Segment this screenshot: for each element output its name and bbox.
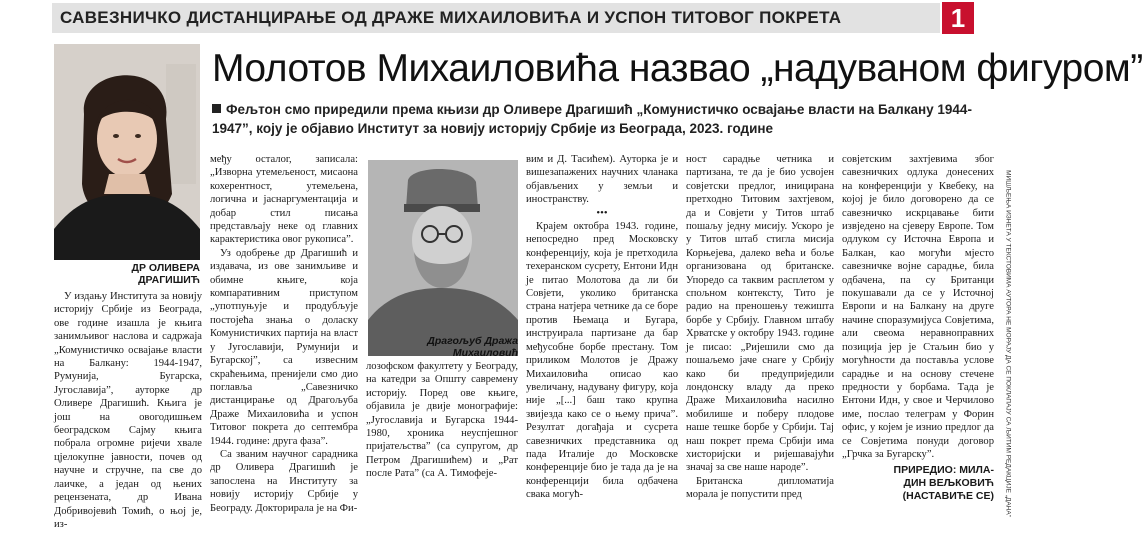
article-column-3: [366, 360, 518, 556]
photo-caption-line2: Михаиловић: [452, 347, 518, 359]
article-lede: [212, 100, 992, 138]
bullet-square-icon: [212, 104, 221, 113]
section-separator: •••: [596, 207, 608, 219]
continuation-note: (НАСТАВИЋЕ СЕ): [902, 490, 994, 503]
article-column-2: [210, 153, 358, 556]
paragraph: међу осталог, записала: „Изворна утемељеност, мисаона кохерентност, утемељена, логична и јаснаргументација и добар стил писања представљају неке од главних карактеристика овог рукописа”.: [210, 154, 358, 246]
photo-caption-line1: Драгољуб Дража: [427, 335, 518, 347]
paragraph: У издању Института за новију историју Србије из Београда, ове године изашла је књига занимљивог наслова и садржаја „Комунистичко освајање власти на Балкану: 1944-1947, Румунија, Бугарска, Југославија”, ауторке др Оливере Драгишић. Књига је још на овогодишњем београдском Сајму књига побрала огромне ријечи хвале цјелокупне јавности, почев од научне и стручне, па све до лаичке, а један од њених рецензената, др Ивана Добривојевић Томић, о њој је, из-: [54, 291, 202, 530]
article-column-1: [54, 290, 202, 556]
signature-line1: ПРИРЕДИО: МИЛА-: [893, 464, 994, 477]
article-column-6: [842, 153, 994, 556]
author-portrait-image: [54, 44, 200, 260]
article-lede-text: Фељтон смо приредили према књизи др Оливере Драгишић „Комунистичко освајање власти на Балкану 1944-1947”, коју је објавио Институт за новију историју Србије из Београда, 2023. године: [212, 102, 972, 136]
page-number-badge: 1: [942, 2, 974, 34]
section-kicker: САВЕЗНИЧКО ДИСТАНЦИРАЊЕ ОД ДРАЖЕ МИХАИЛОВИЋА И УСПОН ТИТОВОГ ПОКРЕТА: [52, 3, 940, 33]
article-headline: Молотов Михаиловића назвао „надуваном фигуром”: [212, 47, 1143, 90]
article-column-5: [686, 153, 834, 556]
paragraph: Британска дипломатија морала је попустити пред: [686, 475, 834, 501]
photo-credit: ФОТО: МУЗЕЈ ЈУГОСЛАВИЈЕ / ЈАВНО ВЛАСНИШТВО: [742, 337, 748, 477]
paragraph: Уз одобрење др Драгишић и издавача, из ове занимљиве и обимне књиге, која компаративним приступом „употпуњује и продубљује постојећа знања о доласку Комунистичких партија на власт у Југославији, Румунији и Бугарској”, са извесним скраћењима, пренијели смо дио поглавља „Савезничко дистанцирање од Драгољуба Драже Михаиловића и успон Титовог покрета до септембра 1944. године: друга фаза”.: [210, 247, 358, 447]
article-signature: [842, 464, 994, 503]
paragraph: вим и Д. Тасићем). Ауторка је и вишезапажених научних чланака објављених у земљи и иностранству.: [526, 154, 678, 206]
author-byline-line1: ДР ОЛИВЕРА: [131, 262, 200, 274]
paragraph: Крајем октобра 1943. године, непосредно пред Московску конференцију, која је претходила техеранском сусрету, Ентони Идн је питао Молотова да ли би Совјети, уколико британска страна натјера четнике да се боре против Њемаца и Бугара, инструирала партизане да бар међусобне борбе престану. Том приликом Молотов је Дражу Михаиловића описао као увеличану, надувану фигуру, која није „[...] баш тако крупна звијезда како се о њему прича”. Резултат догађаја и сусрета савезничких представника од пада Италије до Московске конференције био је тада да је на конференцији била одбачена свака могућ-: [526, 221, 678, 501]
paragraph: ност сарадње четника и партизана, те да је био усвојен совјетски предлог, иницирана претходно Титовим захтјевом, да и Совјети у Титов штаб пошаљу једну мисију. Ускоро је у Титов штаб стигла мисија Корњејева, далеко већа и боље организована од британске. Упоредо са таквим расплетом у спољном контексту, Тито је радио на преношењу тежишта борбе у Србију. Главном штабу Хрватске у октобру 1943. године је писао: „Ријешили смо да пошаљемо јаче снаге у Србију како би предуприједили лондонску владу да преко Драже Михаиловића насилно мобилише и поберу плодове наше тешке борбе у Србији. Тај наш покрет према Србији има хисторијски и ријешавајући значај за све наше народе”.: [686, 154, 834, 474]
editorial-disclaimer: МИШЉЕЊА ИЗНЕТА У ТЕКСТОВИМА АУТОРА НЕ МОРАЈУ ДА СЕ ПОКЛАПАЈУ СА ЉИТИМ РЕДАКЦИЈЕ „ДАНА”: [1004, 170, 1012, 517]
author-photo: [54, 44, 200, 260]
historical-portrait-image: [368, 160, 518, 356]
article-column-4: [526, 153, 678, 556]
paragraph: совјетским захтјевима због савезничких одлука донесених на конференцији у Квебеку, на којој је било договорено да се савезничко искрцавање бити извједено на сјеверу Европе. Том одлуком су Источна Европа и Балкан, као могући мјесто савезничке војне сарадње, била одбачена, па су Британци покушавали да се у Источној Европи и на Балкану на друге начине споразумијуса Совјетима, али свеома неравноправних позиција јер је Стаљин био у могућности да поставља услове сарадње и на основу стечене предности у борбама. Тада је Ентони Идн, у свое и Черчилово име, послао телеграм у Форин офис, у којем је изнио предлог да се Совјетима понуди договор „Грчка за Бугарску”.: [842, 154, 994, 460]
paragraph: лозофском факултету у Београду, на катедри за Општу савремену историју. Поред ове књиге, објавила је двије монографије: „Југославија и Бугарска 1944-1980, хроника неуспјешног пријатељства” (са супругом, др Петром Драгишићем) и „Рат после Рата” (са А. Тимофеје-: [366, 361, 518, 480]
author-byline-line2: ДРАГИШИЋ: [138, 274, 200, 286]
photo-caption: [368, 335, 518, 359]
paragraph: Са званим научног сарадника др Оливера Драгишић је запослена на Институту за новију историју Србије у Београду. Докторирала је на Фи-: [210, 448, 358, 514]
author-byline: [54, 262, 200, 286]
signature-line2: ДИН ВЕЉКОВИЋ: [903, 477, 994, 490]
section-header: [0, 0, 1024, 36]
